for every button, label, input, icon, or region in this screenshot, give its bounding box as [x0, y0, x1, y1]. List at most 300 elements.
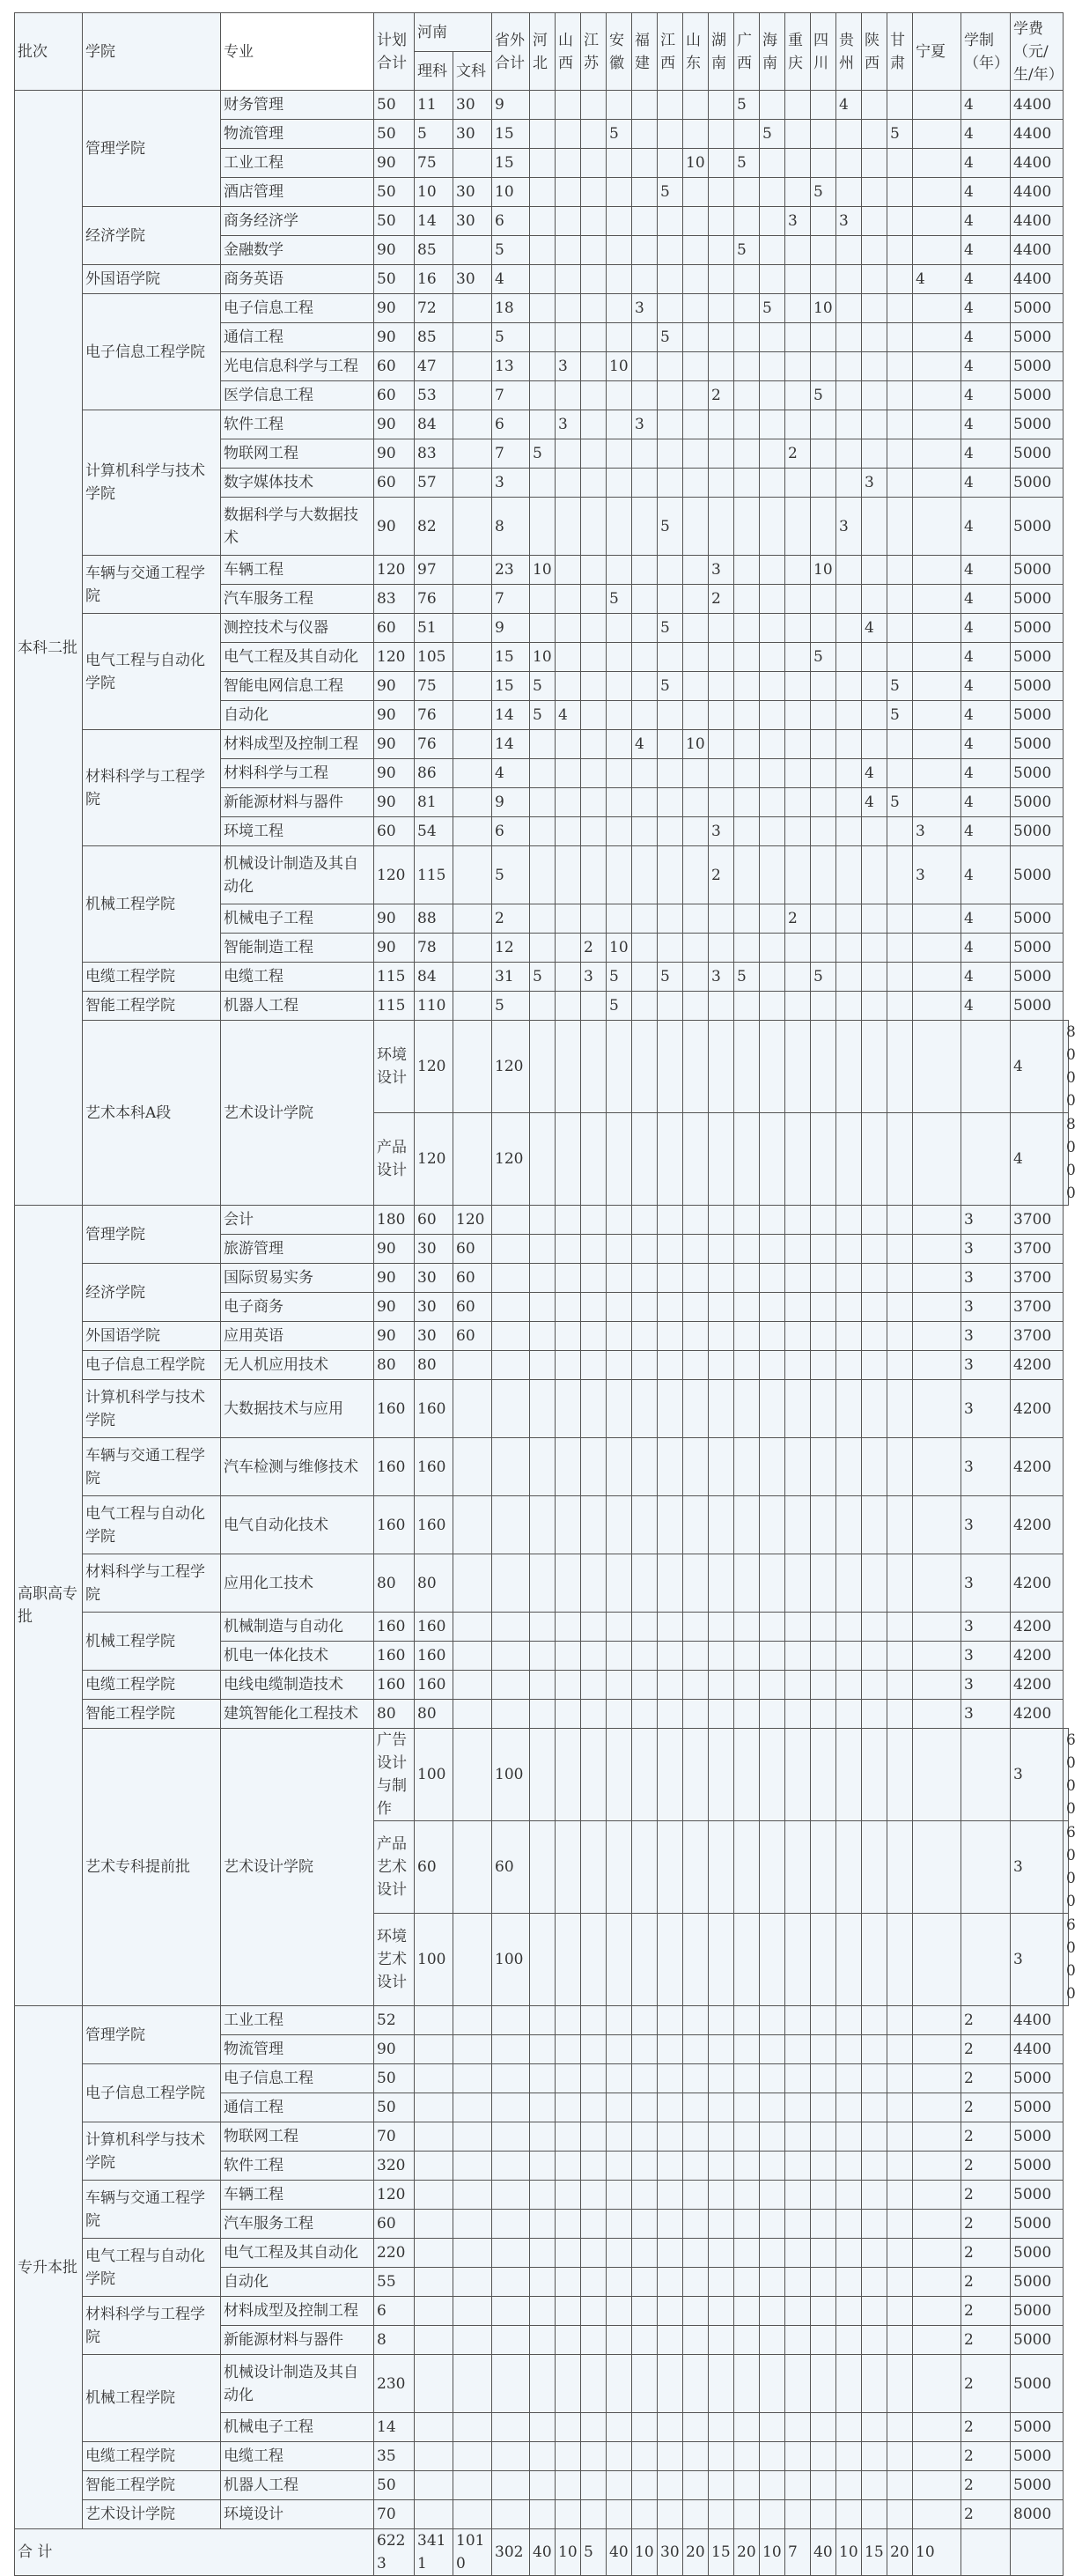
province-cell	[530, 1293, 556, 1322]
province-cell	[760, 1021, 785, 1113]
province-cell	[913, 410, 961, 439]
province-cell	[862, 2326, 887, 2355]
outside-total-cell	[492, 1642, 530, 1671]
province-cell	[632, 614, 658, 643]
tuition-cell: 5000	[1011, 2210, 1064, 2239]
col-province-header: 福建	[632, 13, 658, 91]
province-cell	[862, 1496, 887, 1554]
table-row	[15, 992, 1069, 1021]
province-cell	[607, 1729, 632, 1821]
province-cell	[632, 1113, 658, 1206]
province-cell	[581, 817, 607, 846]
province-cell	[709, 2006, 734, 2035]
province-cell: 5	[658, 178, 683, 207]
province-cell	[709, 2500, 734, 2529]
province-cell	[709, 410, 734, 439]
plan-total-cell: 90	[374, 701, 415, 730]
province-cell	[581, 1351, 607, 1380]
province-cell	[658, 934, 683, 963]
province-cell	[530, 1613, 556, 1642]
province-cell: 10	[607, 934, 632, 963]
duration-cell: 4	[961, 236, 1011, 265]
province-cell	[785, 1113, 811, 1206]
table-row	[15, 2297, 1069, 2326]
province-cell	[632, 439, 658, 469]
tuition-cell: 5000	[1011, 846, 1064, 904]
duration-cell: 2	[961, 2413, 1011, 2442]
province-cell	[811, 1322, 836, 1351]
henan-science-cell	[415, 2413, 453, 2442]
tuition-cell: 5000	[1011, 904, 1064, 934]
province-cell	[862, 352, 887, 381]
province-cell	[683, 2035, 709, 2064]
duration-cell: 2	[961, 2035, 1011, 2064]
province-cell	[887, 2500, 913, 2529]
province-cell	[760, 2181, 785, 2210]
province-cell	[607, 1322, 632, 1351]
province-cell	[734, 1700, 760, 1729]
henan-science-cell: 86	[415, 759, 453, 788]
province-cell	[607, 1264, 632, 1293]
province-cell	[658, 1235, 683, 1264]
province-cell	[760, 788, 785, 817]
province-cell	[887, 1554, 913, 1613]
outside-total-cell	[492, 2210, 530, 2239]
province-cell	[734, 817, 760, 846]
tuition-cell: 5000	[1011, 2326, 1064, 2355]
province-cell	[709, 934, 734, 963]
tuition-cell: 5000	[1011, 817, 1064, 846]
province-cell	[760, 904, 785, 934]
province-cell	[709, 1206, 734, 1235]
province-cell	[913, 2152, 961, 2181]
province-cell	[658, 352, 683, 381]
outside-total-cell: 12	[492, 934, 530, 963]
outside-total-cell	[492, 2064, 530, 2093]
province-cell	[530, 381, 556, 410]
province-cell: 3	[556, 410, 581, 439]
province-cell	[658, 1671, 683, 1700]
province-cell	[607, 2210, 632, 2239]
province-cell	[632, 788, 658, 817]
province-cell	[683, 1380, 709, 1438]
province-cell	[913, 614, 961, 643]
province-cell	[760, 2122, 785, 2152]
province-cell	[581, 1729, 607, 1821]
province-cell	[581, 1206, 607, 1235]
province-cell	[734, 1642, 760, 1671]
province-cell	[709, 2355, 734, 2413]
province-cell	[785, 817, 811, 846]
henan-science-cell	[415, 2326, 453, 2355]
province-cell: 4	[913, 265, 961, 294]
duration-cell: 3	[961, 1293, 1011, 1322]
province-cell: 2	[785, 904, 811, 934]
province-cell	[862, 1206, 887, 1235]
plan-total-cell: 6	[374, 2297, 415, 2326]
province-cell	[709, 149, 734, 178]
province-cell	[530, 1496, 556, 1554]
province-cell: 10	[683, 149, 709, 178]
province-cell	[658, 1206, 683, 1235]
outside-total-cell	[492, 1322, 530, 1351]
henan-science-cell: 14	[415, 207, 453, 236]
province-cell	[530, 730, 556, 759]
province-cell	[836, 294, 862, 323]
table-row	[15, 963, 1069, 992]
table-row	[15, 846, 1069, 904]
province-cell	[683, 410, 709, 439]
province-cell	[658, 992, 683, 1021]
province-cell	[683, 294, 709, 323]
province-cell: 4	[862, 614, 887, 643]
province-cell	[709, 2122, 734, 2152]
province-cell	[734, 1264, 760, 1293]
province-cell	[556, 1671, 581, 1700]
province-cell	[862, 410, 887, 439]
province-cell	[887, 323, 913, 352]
province-cell	[530, 1671, 556, 1700]
province-cell	[683, 1264, 709, 1293]
henan-arts-cell: 60	[453, 1293, 492, 1322]
province-cell	[530, 120, 556, 149]
province-cell	[760, 556, 785, 585]
province-cell	[683, 323, 709, 352]
province-cell	[632, 2442, 658, 2471]
plan-total-cell: 50	[374, 2093, 415, 2122]
province-cell	[836, 1914, 862, 2006]
province-cell	[887, 178, 913, 207]
henan-science-cell: 160	[415, 1438, 453, 1496]
province-cell	[913, 2471, 961, 2500]
province-cell	[632, 643, 658, 672]
province-cell	[658, 410, 683, 439]
province-cell	[607, 846, 632, 904]
province-cell	[632, 2064, 658, 2093]
province-cell	[862, 2122, 887, 2152]
province-cell: 5	[658, 963, 683, 992]
province-cell	[658, 381, 683, 410]
province-cell	[581, 352, 607, 381]
province-cell	[862, 323, 887, 352]
province-cell	[913, 2035, 961, 2064]
province-cell	[811, 1293, 836, 1322]
province-cell	[709, 2035, 734, 2064]
henan-science-cell: 47	[415, 352, 453, 381]
college-cell: 经济学院	[83, 1264, 221, 1322]
province-cell	[734, 265, 760, 294]
province-cell	[862, 439, 887, 469]
province-cell	[811, 846, 836, 904]
province-cell	[785, 1914, 811, 2006]
province-cell	[683, 1293, 709, 1322]
province-cell	[913, 2239, 961, 2268]
province-cell	[836, 149, 862, 178]
province-cell	[811, 1821, 836, 1914]
henan-science-cell	[415, 2355, 453, 2413]
province-cell: 3	[709, 963, 734, 992]
province-cell: 10	[607, 352, 632, 381]
henan-arts-cell	[453, 904, 492, 934]
henan-science-cell	[415, 2500, 453, 2529]
province-cell	[709, 91, 734, 120]
college-cell: 车辆与交通工程学院	[83, 556, 221, 614]
province-cell	[683, 963, 709, 992]
tuition-cell: 4400	[1011, 236, 1064, 265]
province-cell	[760, 207, 785, 236]
province-cell	[760, 846, 785, 904]
major-cell: 汽车服务工程	[221, 2210, 374, 2239]
duration-cell: 3	[961, 1351, 1011, 1380]
henan-arts-cell	[453, 1613, 492, 1642]
tuition-cell: 5000	[1011, 992, 1064, 1021]
province-cell	[530, 1351, 556, 1380]
duration-cell: 4	[961, 992, 1011, 1021]
province-cell	[632, 2152, 658, 2181]
province-cell	[811, 2152, 836, 2181]
province-cell	[530, 207, 556, 236]
duration-cell: 4	[961, 934, 1011, 963]
province-cell	[709, 2093, 734, 2122]
major-cell: 产品设计	[374, 1113, 415, 1206]
province-cell	[887, 1700, 913, 1729]
province-cell	[887, 556, 913, 585]
province-cell	[683, 817, 709, 846]
province-cell: 3	[862, 469, 887, 498]
province-cell	[760, 2035, 785, 2064]
table-row	[15, 1264, 1069, 1293]
province-cell	[913, 352, 961, 381]
outside-total-cell: 7	[492, 439, 530, 469]
henan-arts-cell	[453, 672, 492, 701]
province-cell	[709, 2326, 734, 2355]
province-cell	[811, 352, 836, 381]
province-cell	[658, 1642, 683, 1671]
total-province: 40	[530, 2529, 556, 2576]
henan-arts-cell: 120	[492, 1021, 530, 1113]
tuition-cell: 3700	[1011, 1264, 1064, 1293]
tuition-cell: 8000	[1064, 1021, 1069, 1113]
duration-cell: 2	[961, 2064, 1011, 2093]
province-cell	[734, 2297, 760, 2326]
province-cell	[683, 2268, 709, 2297]
duration-cell: 4	[961, 817, 1011, 846]
province-cell	[913, 439, 961, 469]
province-cell	[607, 1914, 632, 2006]
province-cell	[530, 1380, 556, 1438]
province-cell	[734, 323, 760, 352]
tuition-cell: 5000	[1011, 352, 1064, 381]
province-cell	[862, 178, 887, 207]
province-cell	[632, 2326, 658, 2355]
province-cell	[862, 1671, 887, 1700]
province-cell	[530, 904, 556, 934]
province-cell	[760, 236, 785, 265]
province-cell	[581, 1113, 607, 1206]
province-cell	[836, 410, 862, 439]
province-cell	[785, 410, 811, 439]
outside-total-cell: 9	[492, 788, 530, 817]
province-cell	[913, 1235, 961, 1264]
province-cell	[607, 236, 632, 265]
total-tuition	[1011, 2529, 1064, 2576]
province-cell	[683, 672, 709, 701]
col-province-header: 宁夏	[913, 13, 961, 91]
duration-cell: 3	[961, 1380, 1011, 1438]
province-cell: 10	[811, 556, 836, 585]
plan-total-cell: 120	[374, 2181, 415, 2210]
province-cell	[530, 2093, 556, 2122]
henan-arts-cell	[453, 614, 492, 643]
province-cell	[530, 469, 556, 498]
province-cell	[785, 614, 811, 643]
college-cell: 材料科学与工程学院	[83, 2297, 221, 2355]
province-cell	[709, 469, 734, 498]
province-cell	[785, 1351, 811, 1380]
henan-arts-cell	[453, 381, 492, 410]
province-cell	[862, 498, 887, 556]
province-cell	[836, 817, 862, 846]
province-cell	[607, 498, 632, 556]
province-cell	[913, 2122, 961, 2152]
province-cell: 2	[709, 846, 734, 904]
province-cell	[785, 2093, 811, 2122]
province-cell	[709, 1729, 734, 1821]
province-cell	[632, 1264, 658, 1293]
plan-total-cell: 115	[374, 963, 415, 992]
province-cell	[836, 934, 862, 963]
province-cell	[581, 1264, 607, 1293]
province-cell	[632, 1235, 658, 1264]
outside-total-cell: 9	[492, 91, 530, 120]
tuition-cell: 6000	[1064, 1729, 1069, 1821]
province-cell	[887, 904, 913, 934]
province-cell	[581, 904, 607, 934]
province-cell	[887, 1380, 913, 1438]
province-cell	[632, 934, 658, 963]
province-cell	[811, 207, 836, 236]
henan-science-cell	[415, 2006, 453, 2035]
province-cell	[961, 1021, 1011, 1113]
col-province-header: 贵州	[836, 13, 862, 91]
province-cell	[581, 1021, 607, 1113]
tuition-cell: 8000	[1064, 1113, 1069, 1206]
province-cell	[632, 352, 658, 381]
province-cell	[760, 1380, 785, 1438]
major-cell: 广告设计与制作	[374, 1729, 415, 1821]
province-cell	[683, 904, 709, 934]
province-cell	[556, 207, 581, 236]
province-cell	[556, 2355, 581, 2413]
province-cell	[581, 1821, 607, 1914]
province-cell	[530, 2442, 556, 2471]
province-cell	[581, 323, 607, 352]
province-cell	[862, 701, 887, 730]
table-row	[15, 2122, 1069, 2152]
outside-total-cell: 4	[492, 265, 530, 294]
province-cell	[734, 643, 760, 672]
province-cell: 5	[811, 381, 836, 410]
province-cell	[785, 963, 811, 992]
province-cell	[785, 2471, 811, 2500]
province-cell	[607, 2471, 632, 2500]
table-row	[15, 265, 1069, 294]
plan-total-cell: 35	[374, 2442, 415, 2471]
province-cell	[632, 323, 658, 352]
plan-total-cell: 120	[374, 643, 415, 672]
province-cell	[760, 410, 785, 439]
province-cell	[887, 1496, 913, 1554]
college-cell: 电气工程与自动化学院	[83, 2239, 221, 2297]
duration-cell: 3	[961, 1671, 1011, 1700]
province-cell	[581, 788, 607, 817]
province-cell	[760, 1642, 785, 1671]
duration-cell: 3	[961, 1322, 1011, 1351]
province-cell	[581, 2297, 607, 2326]
province-cell	[556, 846, 581, 904]
province-cell	[709, 294, 734, 323]
province-cell	[913, 2326, 961, 2355]
province-cell	[734, 1021, 760, 1113]
col-province-header: 江苏	[581, 13, 607, 91]
province-cell	[556, 614, 581, 643]
province-cell	[581, 2064, 607, 2093]
province-cell	[887, 2442, 913, 2471]
header-row-1	[15, 13, 1069, 52]
major-cell: 医学信息工程	[221, 381, 374, 410]
province-cell	[760, 2500, 785, 2529]
province-cell	[709, 2442, 734, 2471]
major-cell: 会计	[221, 1206, 374, 1235]
province-cell	[607, 556, 632, 585]
province-cell	[887, 643, 913, 672]
province-cell	[632, 1206, 658, 1235]
province-cell	[658, 730, 683, 759]
province-cell	[607, 2093, 632, 2122]
major-cell: 大数据技术与应用	[221, 1380, 374, 1438]
batch-cell: 专升本批	[15, 2006, 83, 2529]
province-cell	[607, 2064, 632, 2093]
province-cell	[658, 1613, 683, 1642]
outside-total-cell: 23	[492, 556, 530, 585]
province-cell	[734, 1554, 760, 1613]
henan-arts-cell	[453, 1496, 492, 1554]
plan-total-cell: 60	[374, 2210, 415, 2239]
plan-total-cell: 60	[374, 817, 415, 846]
plan-total-cell: 100	[415, 1914, 453, 2006]
province-cell	[683, 236, 709, 265]
province-cell	[862, 120, 887, 149]
tuition-cell: 4200	[1011, 1554, 1064, 1613]
province-cell	[836, 1235, 862, 1264]
province-cell	[581, 207, 607, 236]
province-cell	[556, 120, 581, 149]
college-cell: 外国语学院	[83, 265, 221, 294]
plan-total-cell: 70	[374, 2122, 415, 2152]
plan-total-cell: 115	[374, 992, 415, 1021]
province-cell	[913, 91, 961, 120]
province-cell	[836, 1113, 862, 1206]
outside-total-cell: 18	[492, 294, 530, 323]
major-cell: 电子信息工程	[221, 2064, 374, 2093]
duration-cell: 3	[1011, 1821, 1064, 1914]
province-cell	[683, 2413, 709, 2442]
duration-cell: 2	[961, 2500, 1011, 2529]
outside-total-cell: 8	[492, 498, 530, 556]
province-cell	[811, 1264, 836, 1293]
province-cell	[760, 2413, 785, 2442]
province-cell	[887, 352, 913, 381]
